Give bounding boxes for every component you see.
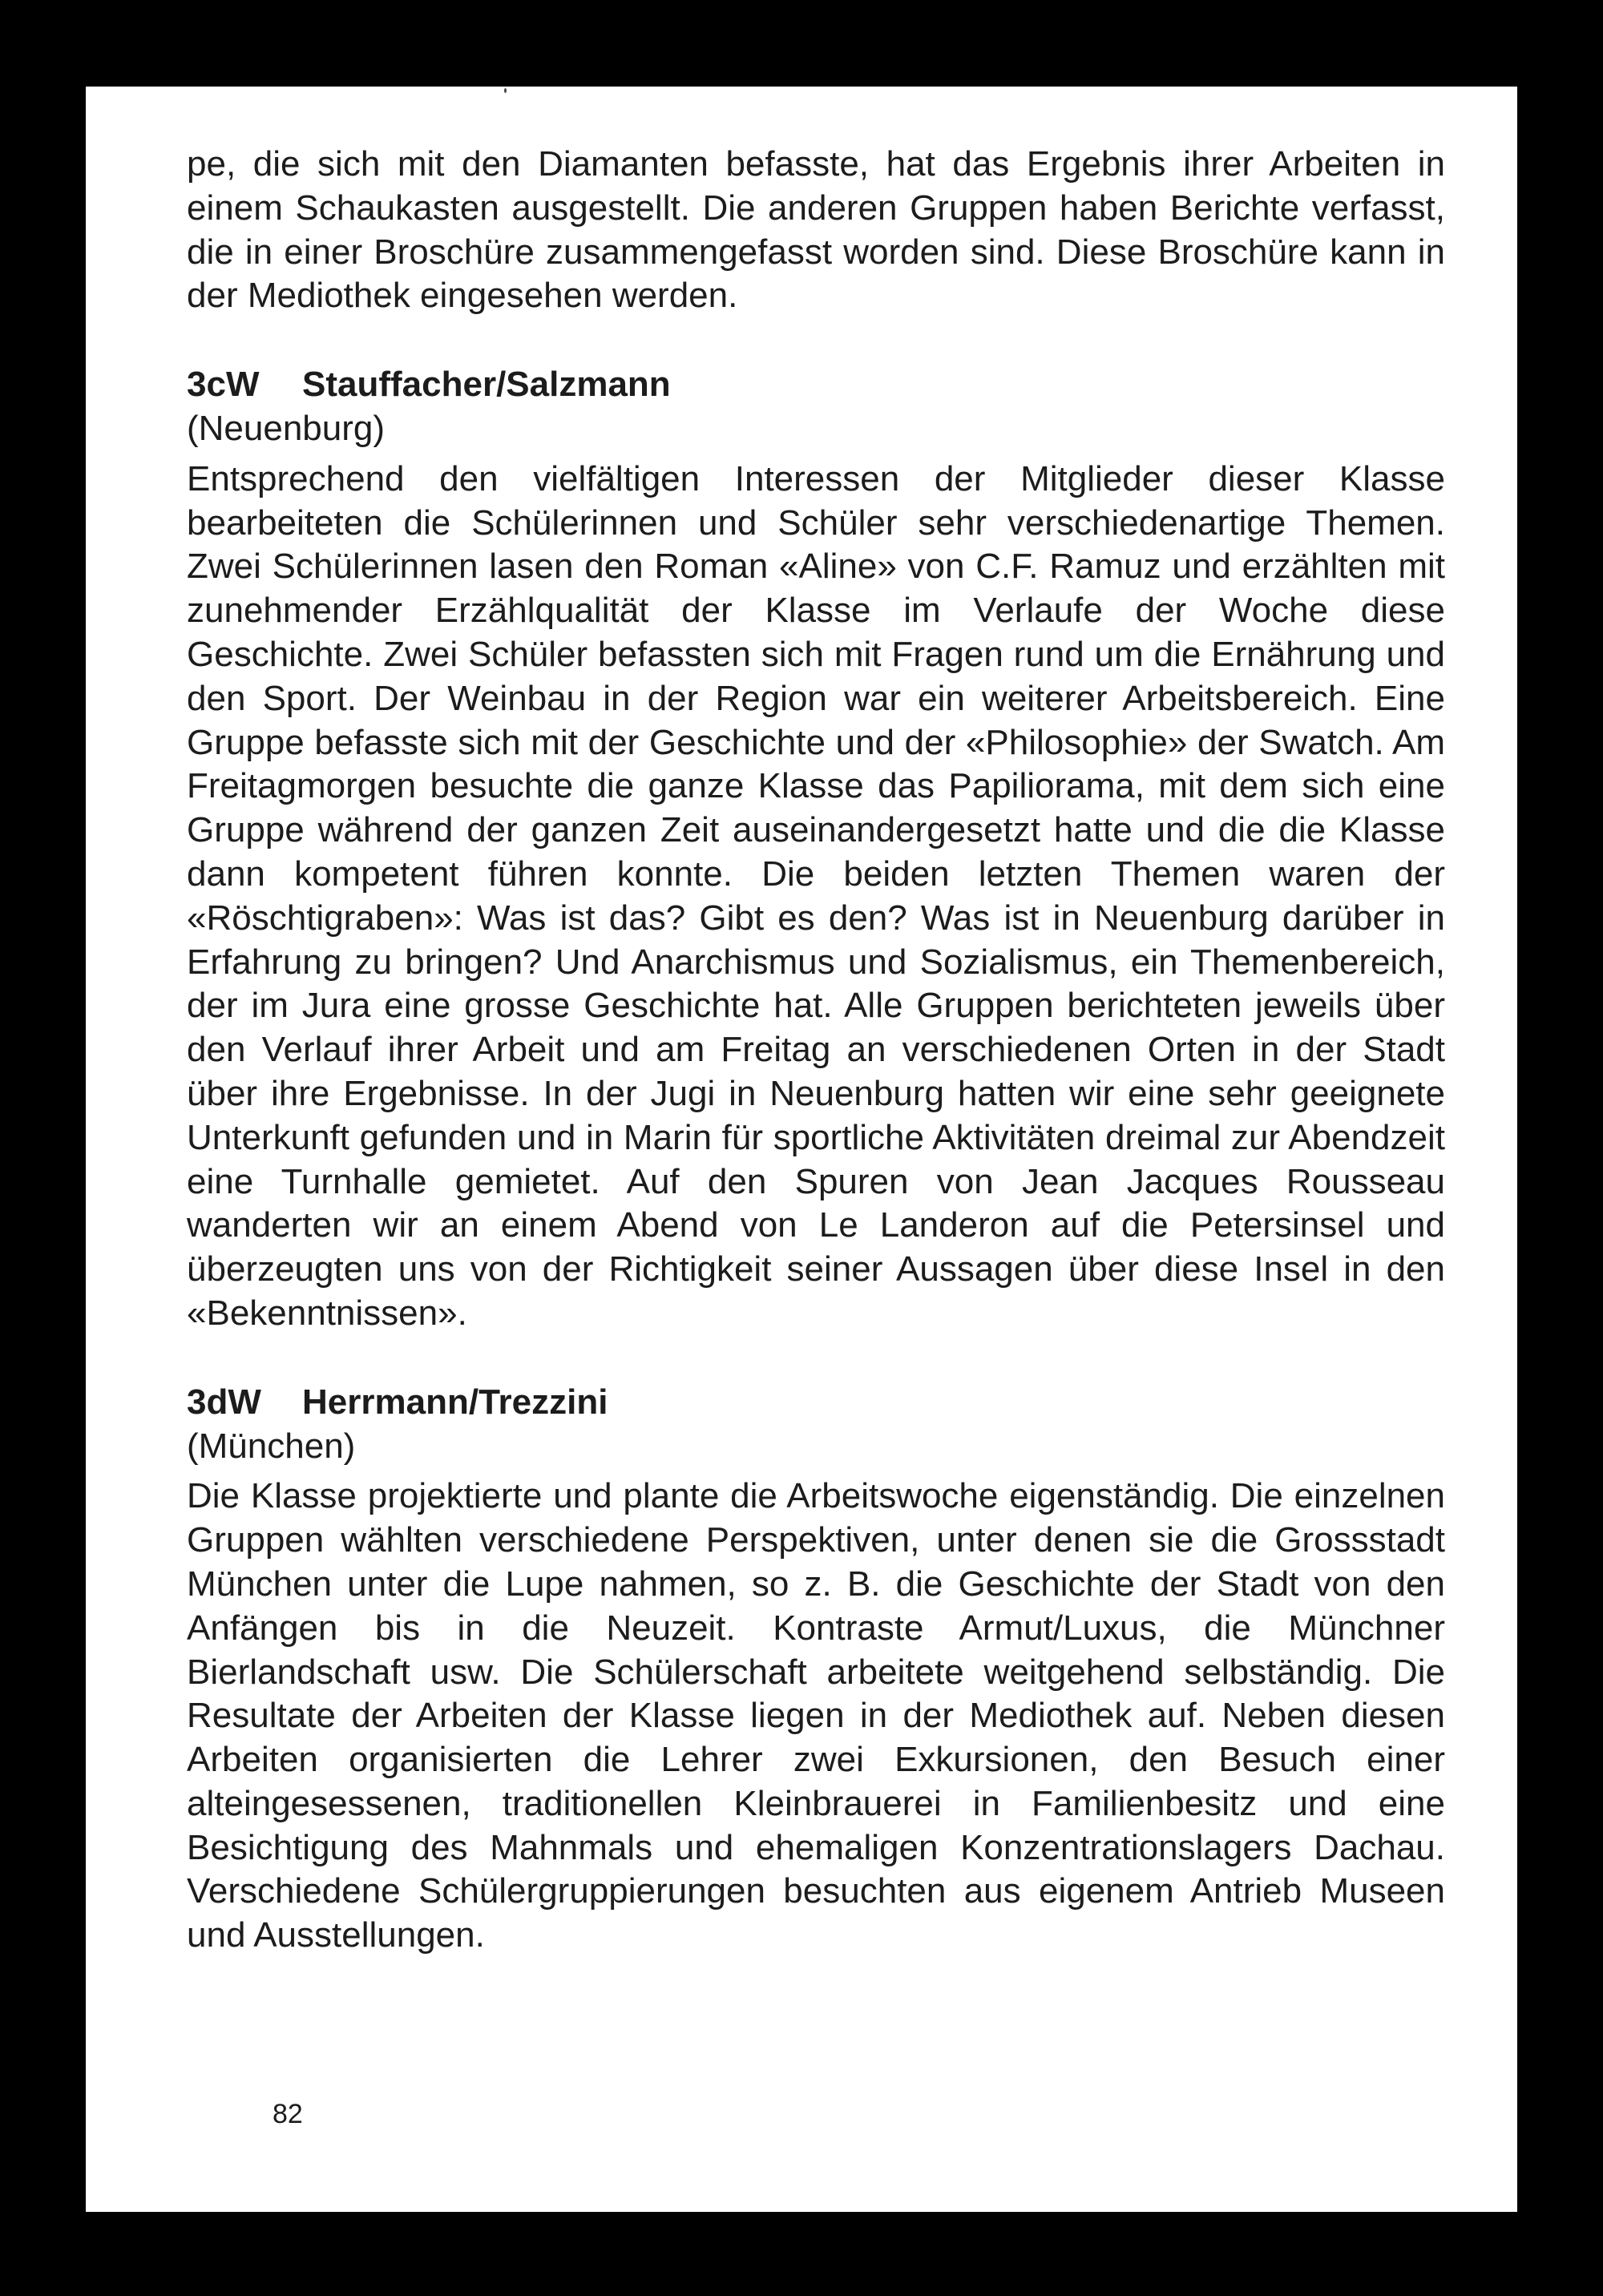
teacher-names: Herrmann/Trezzini	[302, 1382, 608, 1422]
class-code: 3cW	[187, 365, 260, 405]
section-body: Entsprechend den vielfältigen Interessen der Mitglieder dieser Klasse bearbeiteten die Schülerinnen und Schüler sehr verschiedenartige Themen. Zwei Schülerinnen lasen den Roman «Aline» von C.F. Ramuz und erzählten mit zunehmender Erzählqualität der Klasse im Verlaufe der Woche diese Geschichte. Zwei Schüler befassten sich mit Fragen rund um die Ernährung und den Sport. Der Weinbau in der Region war ein weiterer Arbeitsbereich. Eine Gruppe befasste sich mit der Geschichte und der «Philosophie» der Swatch. Am Freitagmorgen besuchte die ganze Klasse das Papiliorama, mit dem sich eine Gruppe während der ganzen Zeit auseinandergesetzt hatte und die die Klasse dann kompetent führen konnte. Die beiden letzten Themen waren der «Röschtigraben»: Was ist das? Gibt es den? Was ist in Neuenburg darüber in Erfahrung zu bringen? Und Anarchismus und Sozialismus, ein Themenbereich, der im Jura eine grosse Geschichte hat. Alle Gruppen berichteten jeweils über den Verlauf ihrer Arbeit und am Freitag an verschiedenen Orten in der Stadt über ihre Ergebnisse. In der Jugi in Neuenburg hatten wir eine sehr geeignete Unterkunft gefunden und in Marin für sportliche Aktivitäten dreimal zur Abendzeit eine Turnhalle gemietet. Auf den Spuren von Jean Jacques Rousseau wanderten wir an einem Abend von Le Landeron auf die Petersinsel und überzeugten uns von der Richtigkeit seiner Aussagen über diese Insel in den «Bekenntnissen».	[187, 458, 1445, 1333]
teacher-names: Stauffacher/Salzmann	[302, 365, 671, 405]
section-3dw	[187, 1381, 1445, 1958]
page-number: 82	[273, 2099, 303, 2129]
class-code: 3dW	[187, 1382, 261, 1422]
destination-label: (München)	[187, 1426, 356, 1466]
section-body: Die Klasse projektierte und plante die Arbeitswoche eigenständig. Die einzelnen Gruppen wählten verschiedene Perspektiven, unter denen sie die Grossstadt München unter die Lupe nahmen, so z. B. die Geschichte der Stadt von den Anfängen bis in die Neuzeit. Kontraste Armut/Luxus, die Münchner Bierlandschaft usw. Die Schülerschaft arbeitete weitgehend selbständig. Die Resultate der Arbeiten der Klasse liegen in der Mediothek auf. Neben diesen Arbeiten organisierten die Lehrer zwei Exkursionen, den Besuch einer alteingesessenen, traditionellen Kleinbrauerei in Familienbesitz und eine Besichtigung des Mahnmals und ehemaligen Konzentrationslagers Dachau. Verschiedene Schülergruppierungen besuchten aus eigenem Antrieb Museen und Ausstellungen.	[187, 1476, 1445, 1955]
section-heading	[187, 1381, 1445, 1425]
section-heading	[187, 363, 1445, 407]
section-3cw	[187, 363, 1445, 1336]
scan-dust-mark	[504, 88, 507, 93]
intro-paragraph: pe, die sich mit den Diamanten befasste, hat das Ergebnis ihrer Arbeiten in einem Schaukasten ausgestellt. Die anderen Gruppen haben Berichte verfasst, die in einer Broschüre zusammengefasst worden sind. Diese Broschüre kann in der Mediothek eingesehen werden.	[187, 144, 1445, 316]
destination-label: (Neuenburg)	[187, 408, 386, 448]
page-content	[187, 143, 1445, 1958]
